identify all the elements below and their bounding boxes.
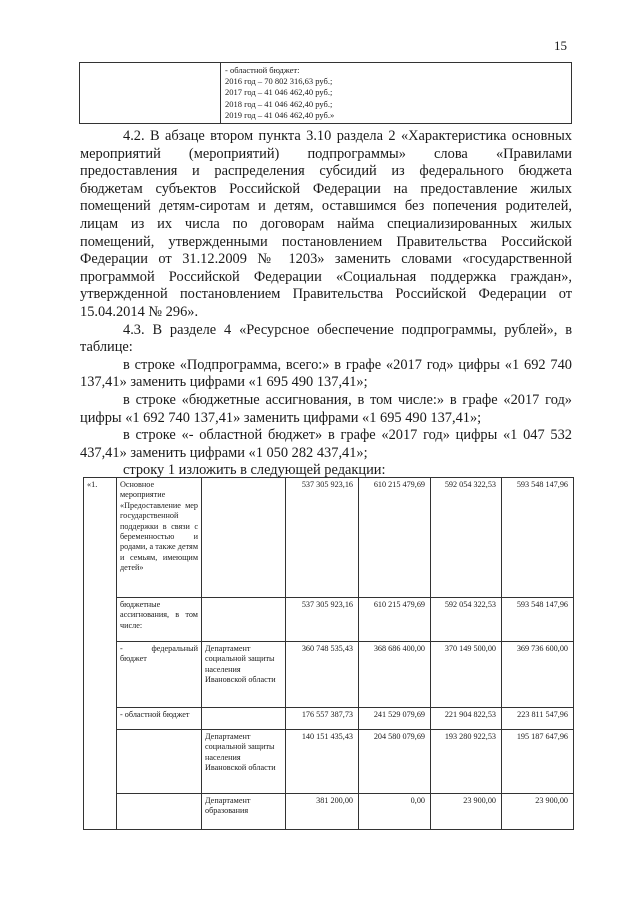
funding-line: 2018 год – 41 046 462,40 руб.; — [225, 98, 333, 109]
value-cell: 140 151 435,43 — [286, 730, 359, 794]
funding-line: 2017 год – 41 046 462,40 руб.; — [225, 87, 333, 98]
table-row — [84, 708, 574, 730]
row-name-cell — [117, 730, 202, 794]
paragraph-regional-budget: в строке «- областной бюджет» в графе «2017 год» цифры «1 047 532 437,41» заменить цифрами «1 050 282 437,41»; — [80, 427, 572, 461]
funding-line: - областной бюджет: — [225, 65, 300, 75]
row-name-cell — [117, 794, 202, 830]
value-cell: 204 580 079,69 — [359, 730, 431, 794]
paragraph-row-1-intro: строку 1 изложить в следующей редакции: — [123, 462, 386, 479]
value-cell: 0,00 — [359, 794, 431, 830]
value-cell: 537 305 923,16 — [286, 598, 359, 642]
value-cell: 593 548 147,96 — [502, 478, 574, 598]
table-row — [84, 642, 574, 708]
row-name-cell: бюджетные ассигнования, в том числе: — [117, 598, 202, 642]
resource-table — [83, 477, 574, 830]
row-executor-cell: Департамент социальной защиты населения Ивановской области — [202, 730, 286, 794]
continuation-table-empty-cell — [80, 63, 221, 124]
row-executor-cell: Департамент социальной защиты населения Ивановской области — [202, 642, 286, 708]
value-cell: 592 054 322,53 — [431, 478, 502, 598]
paragraph-subprogram-total: в строке «Подпрограмма, всего:» в графе «2017 год» цифры «1 692 740 137,41» заменить цифрами «1 695 490 137,41»; — [80, 356, 572, 391]
row-name-cell: - федеральный бюджет — [117, 642, 202, 708]
funding-line: 2016 год – 70 802 316,63 руб.; — [225, 76, 333, 87]
value-cell: 592 054 322,53 — [431, 598, 502, 642]
paragraph-4-2: 4.2. В абзаце втором пункта 3.10 раздела 2 «Характеристика основных мероприятий (мероприятий) подпрограммы» слова «Правилами предоставления и распределения субсидий из федерального бюджета бюджетам субъектов Российской Федерации на предоставление жилых помещений детям-сиротам и детям, оставшимся без попечения родителей, лицам из их числа по договорам найма специализированных жилых помещений, утвержденными постановлением Правительства Российской Федерации от 31.12.2009 № 1203» заменить словами «государственной программой Российской Федерации «Социальная поддержка граждан», утвержденной постановлением Правительства Российской Федерации от 15.04.2014 № 296». — [80, 128, 572, 320]
value-cell: 610 215 479,69 — [359, 598, 431, 642]
value-cell: 23 900,00 — [431, 794, 502, 830]
value-cell: 381 200,00 — [286, 794, 359, 830]
value-cell: 537 305 923,16 — [286, 478, 359, 598]
paragraph-4-3: 4.3. В разделе 4 «Ресурсное обеспечение подпрограммы, рублей», в таблице: — [80, 321, 572, 356]
table-row — [84, 598, 574, 642]
value-cell: 369 736 600,00 — [502, 642, 574, 708]
table-row — [84, 794, 574, 830]
funding-line: 2019 год – 41 046 462,40 руб.» — [225, 109, 335, 120]
document-body — [80, 128, 572, 480]
row-executor-cell — [202, 478, 286, 598]
value-cell: 370 149 500,00 — [431, 642, 502, 708]
row-name-cell: Основное мероприятие «Предоставление мер государственной поддержки в связи с беременностью и родами, а также детям и семьям, имеющим детей» — [117, 478, 202, 598]
row-index-cell: «1. — [84, 478, 117, 830]
value-cell: 23 900,00 — [502, 794, 574, 830]
row-executor-cell: Департамент образования — [202, 794, 286, 830]
value-cell: 241 529 079,69 — [359, 708, 431, 730]
value-cell: 593 548 147,96 — [502, 598, 574, 642]
value-cell: 221 904 822,53 — [431, 708, 502, 730]
value-cell: 195 187 647,96 — [502, 730, 574, 794]
row-name-cell: - областной бюджет — [117, 708, 202, 730]
value-cell: 193 280 922,53 — [431, 730, 502, 794]
value-cell: 223 811 547,96 — [502, 708, 574, 730]
page-number: 15 — [554, 38, 567, 53]
value-cell: 360 748 535,43 — [286, 642, 359, 708]
table-row — [84, 478, 574, 598]
value-cell: 368 686 400,00 — [359, 642, 431, 708]
paragraph-budget-allocations: в строке «бюджетные ассигнования, в том числе:» в графе «2017 год» цифры «1 692 740 137,41» заменить цифрами «1 695 490 137,41»; — [80, 391, 572, 426]
row-executor-cell — [202, 708, 286, 730]
continuation-table — [79, 62, 572, 124]
table-row — [84, 730, 574, 794]
value-cell: 176 557 387,73 — [286, 708, 359, 730]
row-executor-cell — [202, 598, 286, 642]
continuation-table-funding-cell — [221, 63, 572, 124]
value-cell: 610 215 479,69 — [359, 478, 431, 598]
